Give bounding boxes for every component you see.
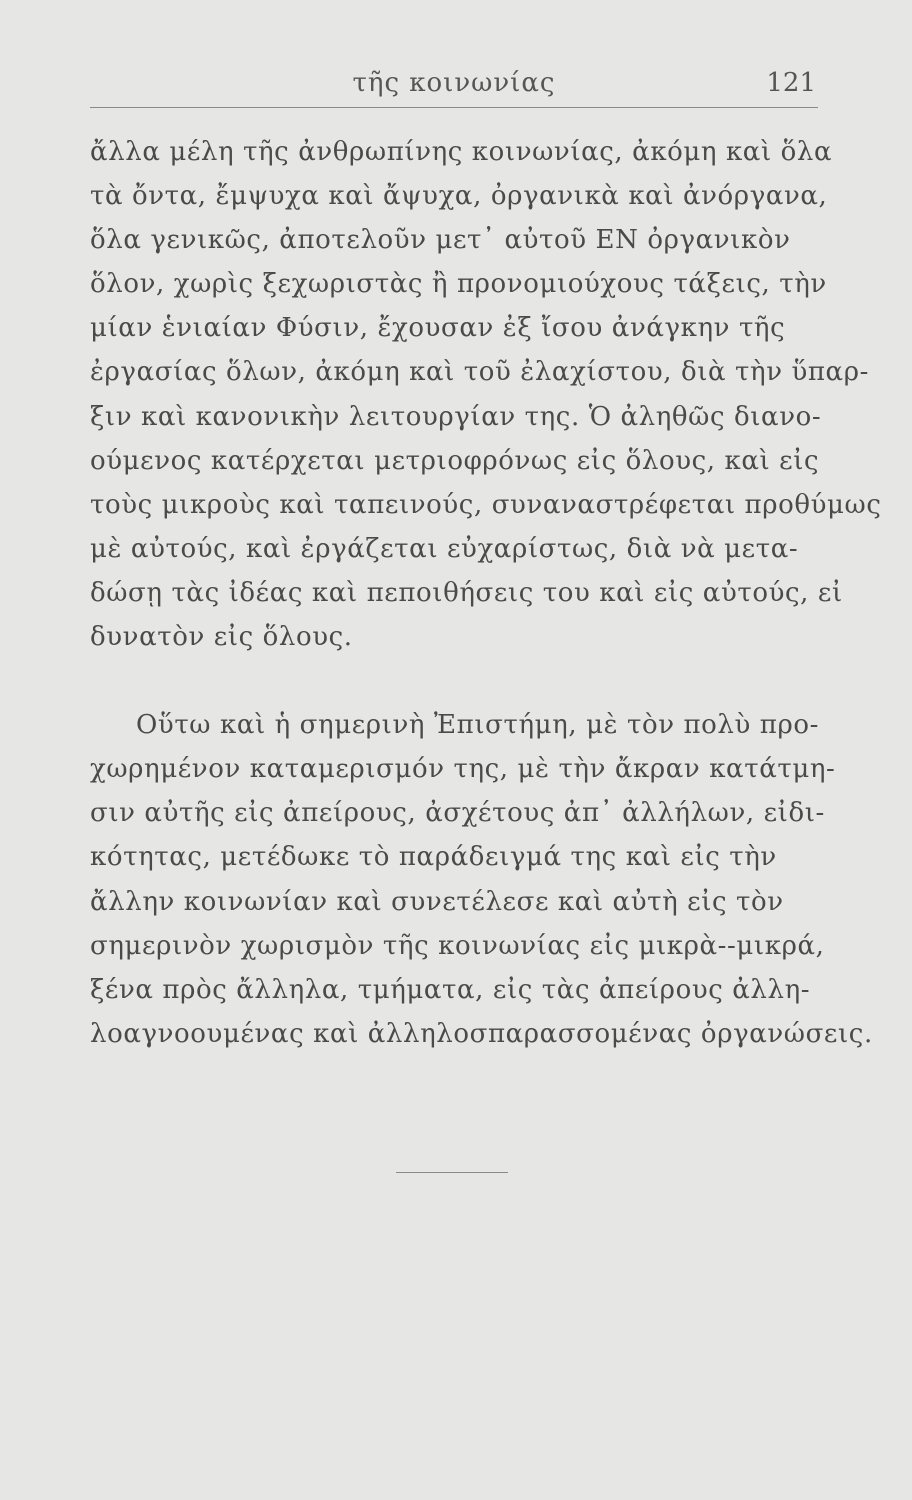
section-end-rule (396, 1172, 508, 1173)
page-number: 121 (766, 68, 816, 98)
text-line: δώσῃ τὰς ἰδέας καὶ πεποιθήσεις του καὶ εἰς αὐτούς, εἰ (90, 577, 843, 608)
running-head: τῆς κοινωνίας (352, 68, 556, 98)
text-line: ἄλλην κοινωνίαν καὶ συνετέλεσε καὶ αὐτὴ εἰς τὸν (90, 886, 784, 917)
text-line: τὰ ὄντα, ἔμψυχα καὶ ἄψυχα, ὀργανικὰ καὶ ἀνόργανα, (90, 181, 828, 212)
text-line: Οὕτω καὶ ἡ σημερινὴ Ἐπιστήμη, μὲ τὸν πολὺ προ- (136, 710, 819, 741)
text-line: ὅλα γενικῶς, ἀποτελοῦν μετ᾿ αὐτοῦ ΕΝ ὀργανικὸν (90, 225, 791, 256)
header-rule (90, 107, 818, 108)
paragraph-2 (90, 703, 873, 1056)
body-text (90, 130, 882, 1056)
text-line: μίαν ἑνιαίαν Φύσιν, ἔχουσαν ἐξ ἴσου ἀνάγκην τῆς (90, 313, 786, 344)
text-line: σιν αὐτῆς εἰς ἀπείρους, ἀσχέτους ἀπ᾿ ἀλλήλων, εἰδι- (90, 798, 825, 829)
text-line: ξένα πρὸς ἄλληλα, τμήματα, εἰς τὰς ἀπείρους ἀλλη- (90, 974, 811, 1005)
text-line: ούμενος κατέρχεται μετριοφρόνως εἰς ὅλους, καὶ εἰς (90, 445, 820, 476)
paragraph-gap (90, 659, 830, 703)
text-line: ἐργασίας ὅλων, ἀκόμη καὶ τοῦ ἐλαχίστου, διὰ τὴν ὕπαρ- (90, 357, 869, 388)
text-line: τοὺς μικροὺς καὶ ταπεινούς, συναναστρέφεται προθύμως (90, 489, 882, 520)
text-line: χωρημένον καταμερισμόν της, μὲ τὴν ἄκραν κατάτμη- (90, 754, 836, 785)
text-line: ἄλλα μέλη τῆς ἀνθρωπίνης κοινωνίας, ἀκόμη καὶ ὅλα (90, 137, 833, 167)
text-line: ξιν καὶ κανονικὴν λειτουργίαν της. Ὁ ἀληθῶς διανο- (90, 401, 822, 432)
paragraph-1 (90, 130, 882, 659)
text-line: δυνατὸν εἰς ὅλους. (90, 622, 353, 653)
text-line: μὲ αὐτούς, καὶ ἐργάζεται εὐχαρίστως, διὰ νὰ μετα- (90, 533, 799, 564)
page-header (90, 68, 818, 104)
text-line: ὅλον, χωρὶς ξεχωριστὰς ἢ προνομιούχους τάξεις, τὴν (90, 269, 827, 300)
text-line: κότητας, μετέδωκε τὸ παράδειγμά της καὶ εἰς τὴν (90, 842, 777, 873)
text-line: λοαγνοουμένας καὶ ἀλληλοσπαρασσομένας ὀργανώσεις. (90, 1018, 873, 1049)
text-line: σημερινὸν χωρισμὸν τῆς κοινωνίας εἰς μικρὰ--μικρά, (90, 930, 825, 961)
